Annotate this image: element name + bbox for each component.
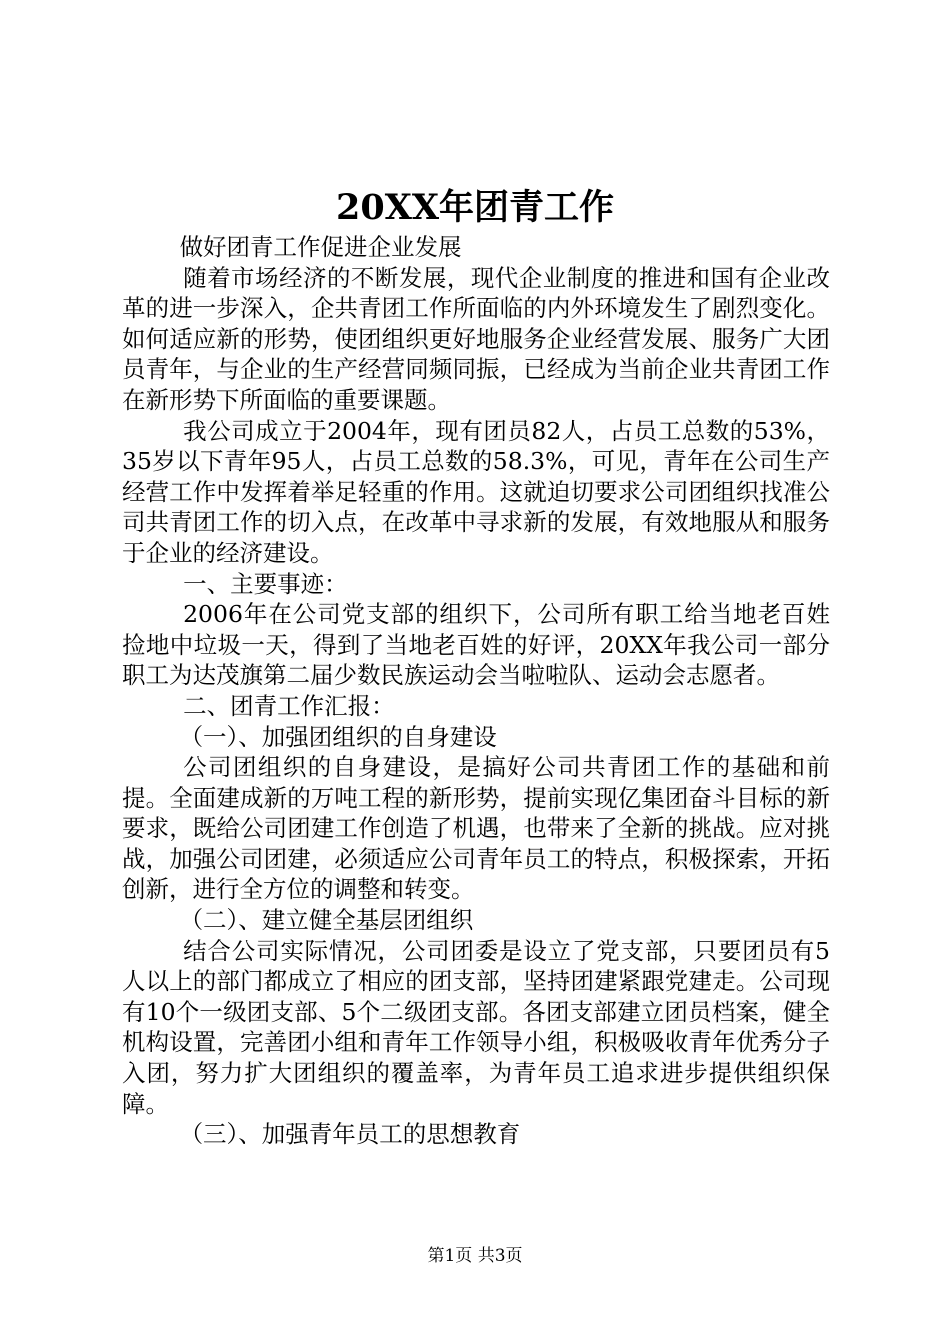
body-paragraph: 公司团组织的自身建设，是搞好公司共青团工作的基础和前提。全面建成新的万吨工程的新形势，提前实现亿集团奋斗目标的新要求，既给公司团建工作创造了机遇，也带来了全新的挑战。应对挑战，加强公司团建，必须适应公司青年员工的特点，积极探索，开拓创新，进行全方位的调整和转变。 — [122, 753, 830, 904]
subsection-heading: （一）、加强团组织的自身建设 — [179, 722, 497, 751]
subtitle-paragraph: 做好团青工作促进企业发展 — [179, 233, 462, 261]
body-paragraph: 我公司成立于2004年，现有团员82人，占员工总数的53%，35岁以下青年95人，占员工总数的58.3%，可见，青年在公司生产经营工作中发挥着举足轻重的作用。这就迫切要求公司团组织找准公司共青团工作的切入点，在改革中寻求新的发展，有效地服从和服务于企业的经济建设。 — [122, 416, 830, 567]
subsection-heading: （二）、建立健全基层团组织 — [179, 906, 474, 935]
body-paragraph: 结合公司实际情况，公司团委是设立了党支部，只要团员有5人以上的部门都成立了相应的团支部，坚持团建紧跟党建走。公司现有10个一级团支部、5个二级团支部。各团支部建立团员档案，健全机构设置，完善团小组和青年工作领导小组，积极吸收青年优秀分子入团，努力扩大团组织的覆盖率，为青年员工追求进步提供组织保障。 — [122, 936, 830, 1118]
subsection-heading: （三）、加强青年员工的思想教育 — [179, 1120, 521, 1149]
body-paragraph: 随着市场经济的不断发展，现代企业制度的推进和国有企业改革的进一步深入，企共青团工作所面临的内外环境发生了剧烈变化。如何适应新的形势，使团组织更好地服务企业经营发展、服务广大团员青年，与企业的生产经营同频同振，已经成为当前企业共青团工作在新形势下所面临的重要课题。 — [122, 263, 830, 414]
page-footer: 第1页 共3页 — [427, 1246, 523, 1266]
document-body — [122, 232, 830, 1150]
body-paragraph: 2006年在公司党支部的组织下，公司所有职工给当地老百姓捡地中垃圾一天，得到了当地老百姓的好评，20XX年我公司一部分职工为达茂旗第二届少数民族运动会当啦啦队、运动会志愿者。 — [122, 600, 830, 690]
document-title: 20XX年团青工作 — [335, 187, 615, 228]
section-heading: 二、团青工作汇报： — [183, 691, 395, 720]
section-heading: 一、主要事迹： — [183, 569, 348, 598]
